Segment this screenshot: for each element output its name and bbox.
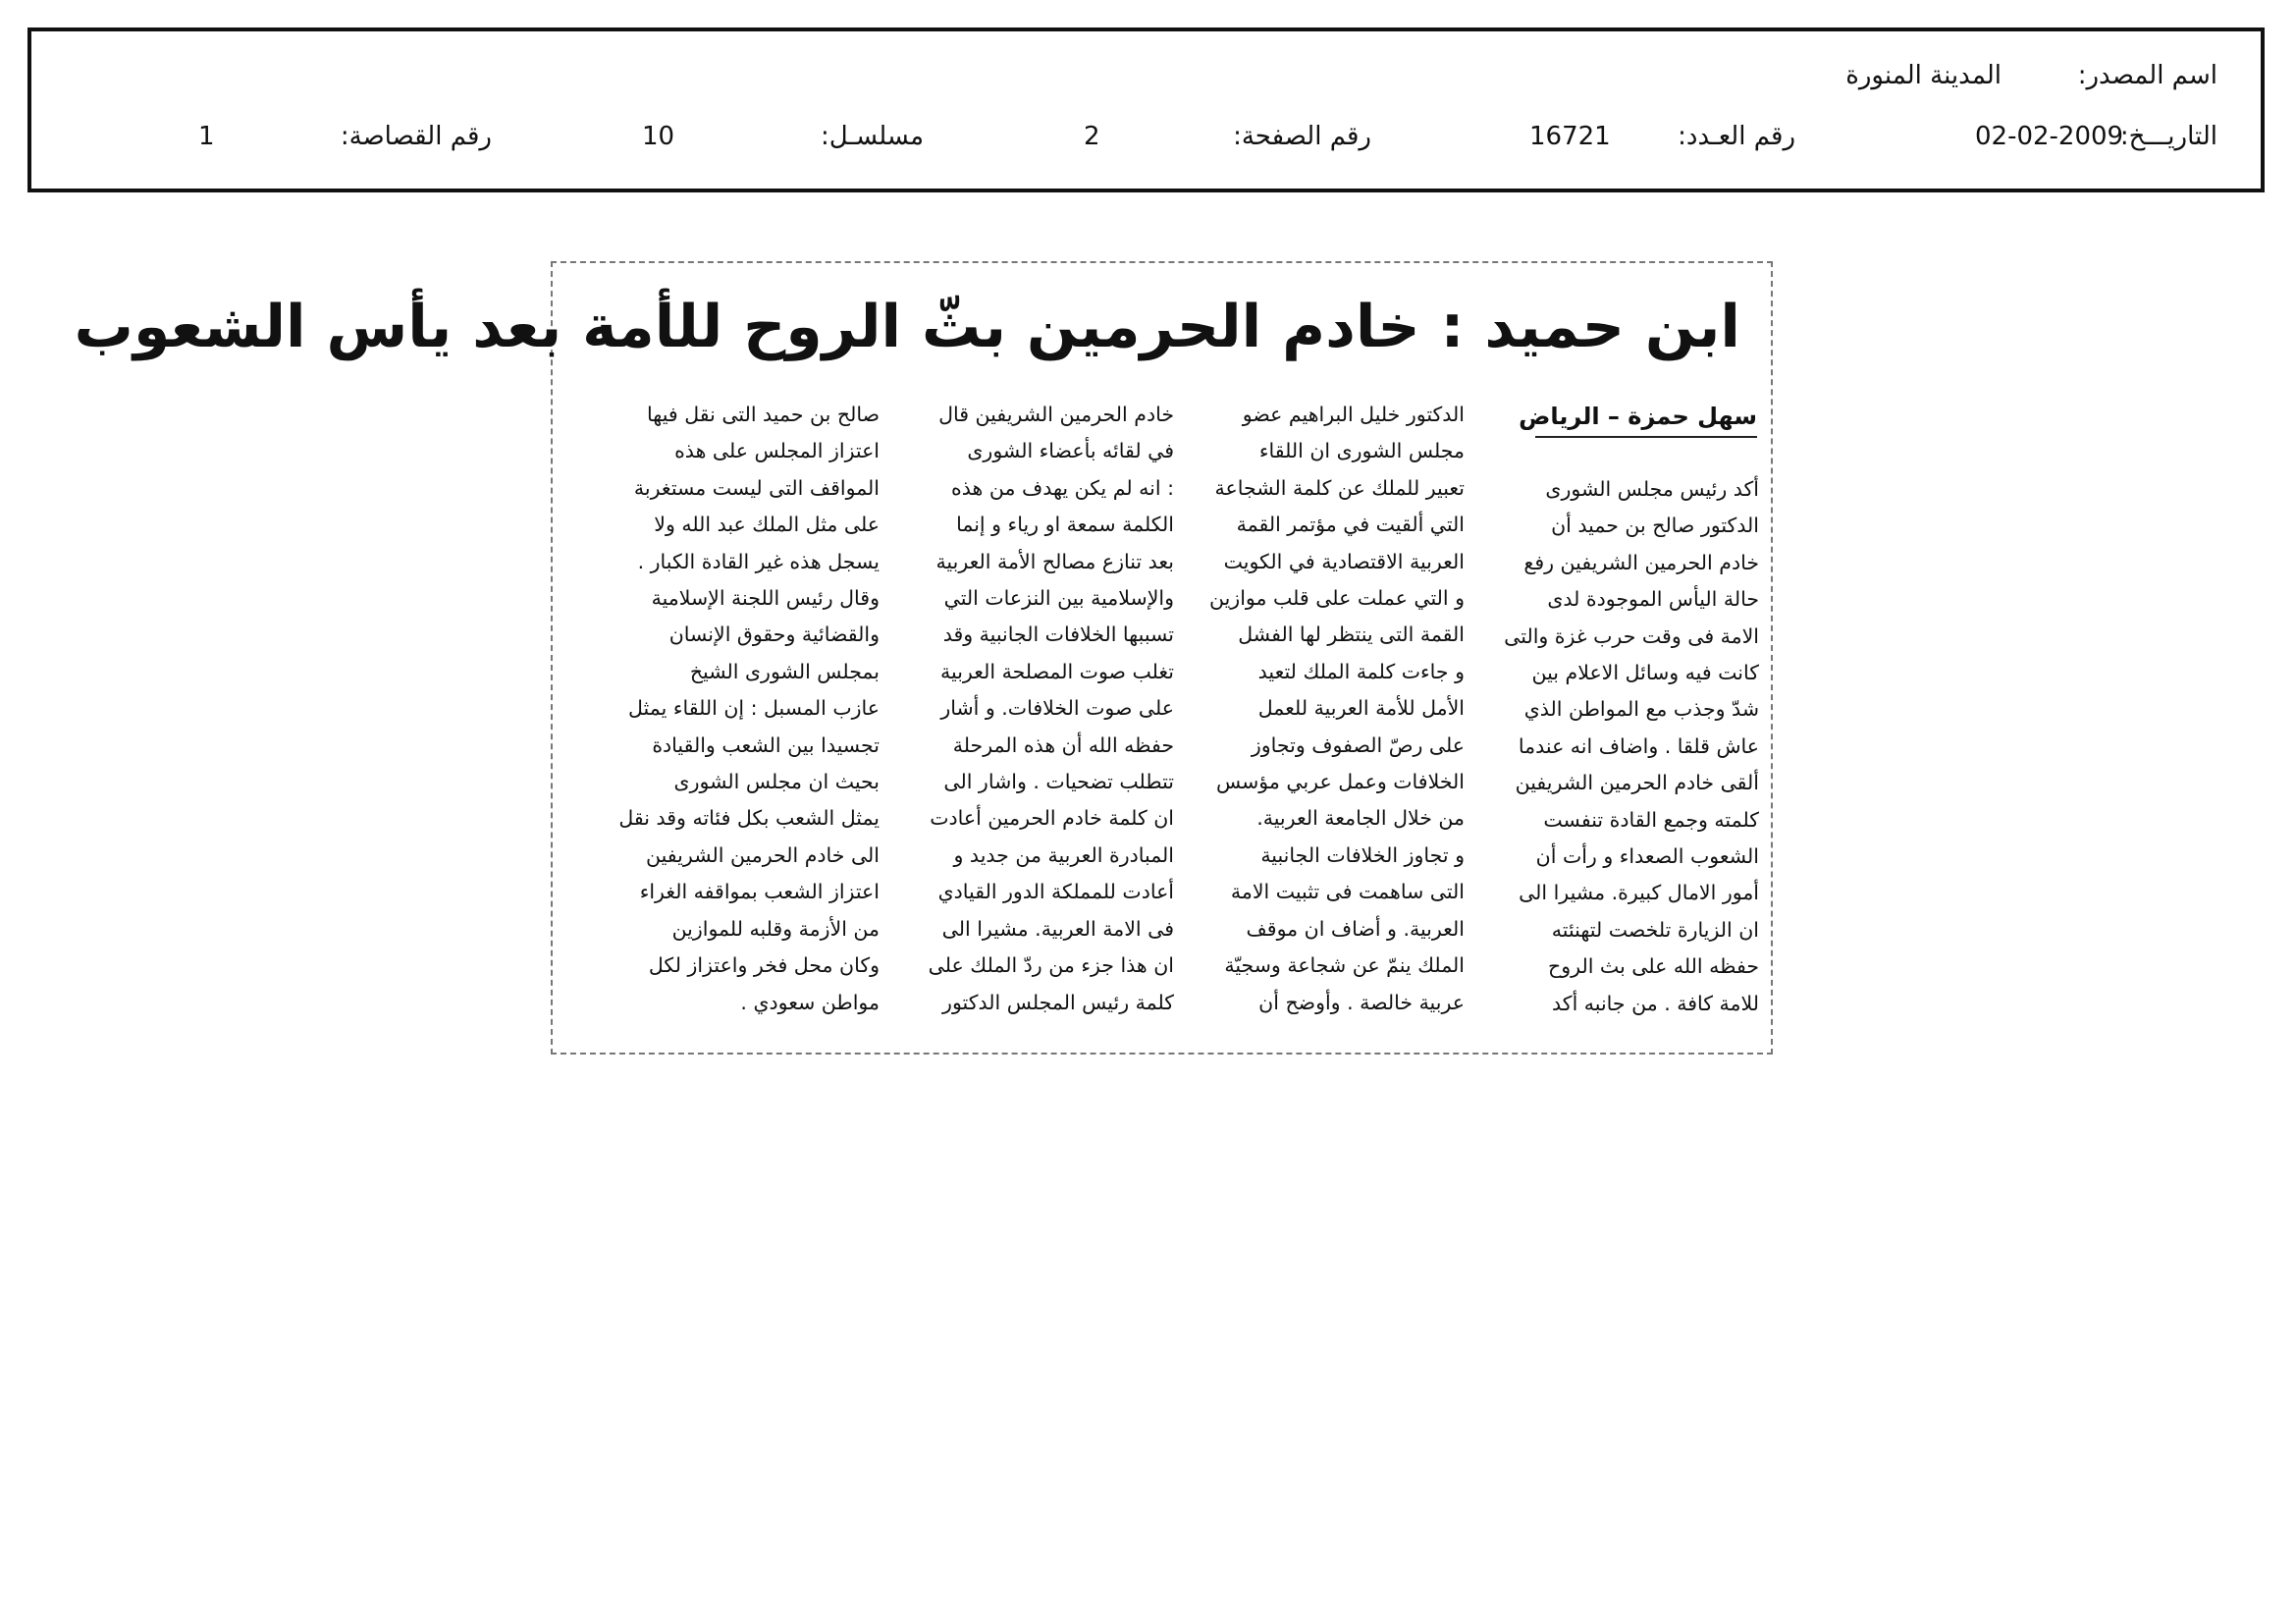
- text-line: ان الزيارة تلخصت لتهنئته: [1551, 917, 1759, 942]
- text-line: على صوت الخلافات. و أشار: [940, 696, 1174, 721]
- article-headline: ابن حميد : خادم الحرمين بثّ الروح للأمة بعد يأس الشعوب: [74, 293, 1740, 361]
- text-line: والقضائية وحقوق الإنسان: [668, 623, 880, 647]
- text-line: وكان محل فخر واعتزاز لكل: [648, 953, 880, 978]
- text-line: و تجاوز الخلافات الجانبية: [1260, 842, 1465, 867]
- text-line: و جاءت كلمة الملك لتعيد: [1257, 659, 1465, 683]
- byline-rule: [1535, 436, 1757, 438]
- text-line: كلمته وجمع القادة تنفست: [1543, 807, 1759, 832]
- article-byline: سهل حمزة – الرياض: [1519, 403, 1757, 430]
- text-line: تسببها الخلافات الجانبية وقد: [942, 623, 1174, 647]
- text-line: الملك ينمّ عن شجاعة وسجيّة: [1224, 953, 1465, 978]
- text-line: تجسيدا بين الشعب والقيادة: [652, 732, 880, 757]
- text-line: التي ألقيت في مؤتمر القمة: [1236, 513, 1465, 537]
- serial-value: 10: [642, 122, 675, 151]
- newspaper-clipping: [74, 261, 1773, 1055]
- text-line: الى خادم الحرمين الشريفين: [646, 842, 880, 867]
- article-column-2: [1190, 397, 1465, 1021]
- text-line: أمور الامال كبيرة. مشيرا الى: [1519, 881, 1759, 905]
- text-line: اعتزاز الشعب بمواقفه الغراء: [639, 880, 880, 904]
- text-line: مواطن سعودي .: [740, 990, 880, 1014]
- text-line: الخلافات وعمل عربي مؤسس: [1215, 770, 1465, 794]
- text-line: الأمل للأمة العربية للعمل: [1257, 696, 1465, 721]
- page-value: 2: [1084, 122, 1100, 151]
- text-line: يمثل الشعب بكل فئاته وقد نقل: [618, 806, 880, 831]
- text-line: بحيث ان مجلس الشورى: [673, 770, 880, 794]
- issue-label: رقم العـدد:: [1678, 122, 1795, 151]
- text-line: القمة التى ينتظر لها الفشل: [1238, 623, 1465, 647]
- article-column-4: [607, 397, 880, 1021]
- text-line: كانت فيه وسائل الاعلام بين: [1531, 661, 1759, 685]
- text-line: المبادرة العربية من جديد و: [953, 842, 1174, 867]
- text-line: حفظه الله أن هذه المرحلة: [952, 732, 1174, 757]
- article-column-3: [897, 397, 1174, 1021]
- source-value: المدينة المنورة: [1845, 61, 2002, 90]
- source-label: اسم المصدر:: [2077, 61, 2217, 90]
- text-line: حالة اليأس الموجودة لدى: [1547, 587, 1759, 612]
- text-line: مجلس الشورى ان اللقاء: [1258, 439, 1465, 463]
- text-line: للامة كافة . من جانبه أكد: [1552, 991, 1759, 1015]
- text-line: و التي عملت على قلب موازين: [1209, 586, 1465, 611]
- text-line: على رصّ الصفوف وتجاوز: [1251, 732, 1465, 757]
- text-line: عربية خالصة . وأوضح أن: [1258, 990, 1465, 1014]
- text-line: تتطلب تضحيات . واشار الى: [943, 770, 1174, 794]
- date-label: التاريـــخ:: [2119, 122, 2217, 151]
- clip-number-label: رقم القصاصة:: [340, 122, 492, 151]
- clipping-info-box: [27, 27, 2265, 192]
- text-line: عازب المسبل : إن اللقاء يمثل: [628, 696, 880, 721]
- text-line: خادم الحرمين الشريفين رفع: [1523, 550, 1759, 574]
- text-line: الكلمة سمعة او رياء و إنما: [956, 513, 1174, 537]
- article-column-1: [1488, 471, 1759, 1022]
- text-line: في لقائه بأعضاء الشورى: [967, 439, 1174, 463]
- text-line: ان كلمة خادم الحرمين أعادت: [930, 806, 1174, 831]
- text-line: على مثل الملك عبد الله ولا: [654, 513, 880, 537]
- text-line: الدكتور خليل البراهيم عضو: [1242, 403, 1465, 426]
- text-line: فى الامة العربية. مشيرا الى: [941, 916, 1174, 941]
- text-line: التى ساهمت فى تثبيت الامة: [1230, 880, 1465, 904]
- text-line: ألقى خادم الحرمين الشريفين: [1515, 771, 1759, 795]
- text-line: العربية الاقتصادية في الكويت: [1223, 549, 1465, 573]
- text-line: الامة فى وقت حرب غزة والتى: [1504, 623, 1759, 648]
- issue-value: 16721: [1529, 122, 1611, 151]
- text-line: صالح بن حميد التى نقل فيها: [647, 403, 880, 426]
- text-line: ان هذا جزء من ردّ الملك على: [928, 953, 1174, 978]
- text-line: كلمة رئيس المجلس الدكتور: [942, 990, 1174, 1014]
- text-line: أعادت للمملكة الدور القيادي: [937, 880, 1174, 904]
- page-label: رقم الصفحة:: [1233, 122, 1371, 151]
- text-line: تعبير للملك عن كلمة الشجاعة: [1214, 475, 1465, 500]
- text-line: بعد تنازع مصالح الأمة العربية: [935, 549, 1174, 573]
- text-line: المواقف التى ليست مستغربة: [633, 475, 880, 500]
- text-line: العربية. و أضاف ان موقف: [1246, 916, 1465, 941]
- text-line: اعتزاز المجلس على هذه: [674, 439, 880, 463]
- text-line: حفظه الله على بث الروح: [1548, 954, 1759, 979]
- text-line: بمجلس الشورى الشيخ: [689, 659, 880, 683]
- text-line: الشعوب الصعداء و رأت أن: [1535, 844, 1759, 869]
- text-line: من خلال الجامعة العربية.: [1256, 806, 1465, 831]
- date-value: 02-02-2009: [1975, 122, 2124, 151]
- text-line: يسجل هذه غير القادة الكبار .: [637, 549, 880, 573]
- clip-number-value: 1: [198, 122, 215, 151]
- text-line: وقال رئيس اللجنة الإسلامية: [651, 586, 880, 611]
- text-line: : انه لم يكن يهدف من هذه: [951, 475, 1174, 500]
- text-line: أكد رئيس مجلس الشورى: [1545, 477, 1759, 501]
- text-line: والإسلامية بين النزعات التي: [943, 586, 1174, 611]
- text-line: شدّ وجذب مع المواطن الذي: [1523, 697, 1759, 722]
- text-line: خادم الحرمين الشريفين قال: [938, 403, 1174, 426]
- text-line: الدكتور صالح بن حميد أن: [1551, 514, 1759, 538]
- text-line: من الأزمة وقلبه للموازين: [671, 916, 880, 941]
- serial-label: مسلسـل:: [821, 122, 924, 151]
- text-line: تغلب صوت المصلحة العربية: [940, 659, 1174, 683]
- text-line: عاش قلقا . واضاف انه عندما: [1518, 733, 1759, 758]
